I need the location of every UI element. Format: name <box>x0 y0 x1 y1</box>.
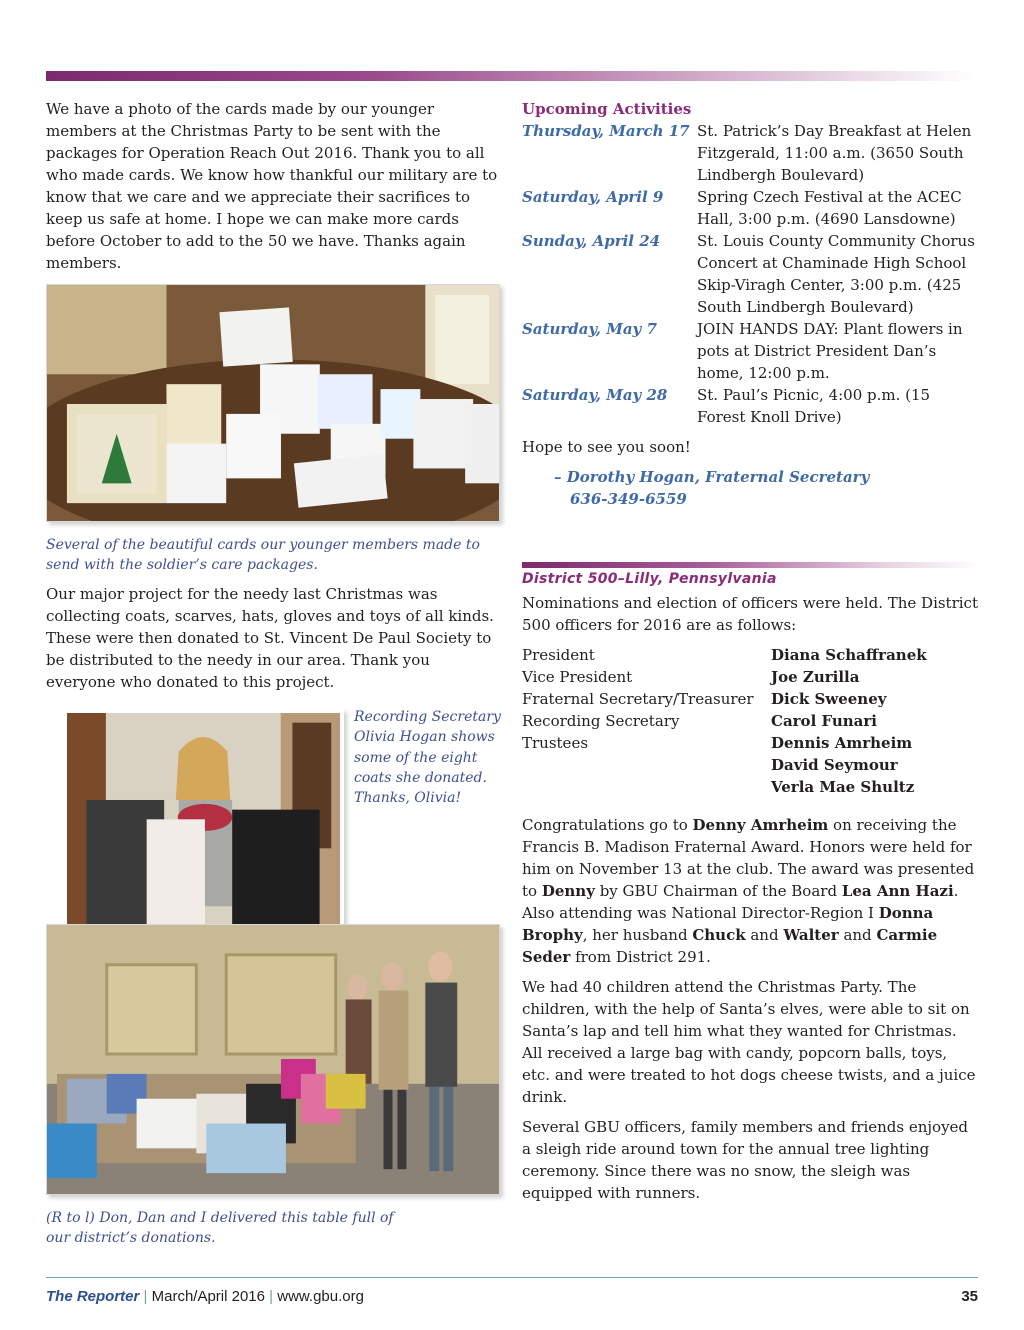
cards-photo <box>46 284 500 522</box>
cards-photo-image <box>47 285 499 521</box>
event-description: St. Louis County Community Chorus Concert at Chaminade High School Skip-Viragh Center, 3:00 p.m. (425 South Lindbergh Boulevard) <box>697 232 975 316</box>
officer-name: Diana Schaffranek <box>771 646 927 664</box>
officer-row <box>522 688 980 710</box>
footer-separator: | <box>143 1288 148 1305</box>
award-paragraph <box>522 814 980 968</box>
event-date: Sunday, April 24 <box>522 232 661 250</box>
officer-name: Verla Mae Shultz <box>771 778 915 796</box>
website-link[interactable]: www.gbu.org <box>277 1288 364 1305</box>
award-text: . Also attending was National Director-Region I <box>522 882 959 922</box>
signature: – Dorothy Hogan, Fraternal Secretary <box>554 468 870 486</box>
cards-photo-caption: Several of the beautiful cards our younger members made to send with the soldier’s care packages. <box>46 537 480 573</box>
project-text: Our major project for the needy last Christmas was collecting coats, scarves, hats, gloves and toys of all kinds. These were then donated to St. Vincent De Paul Society to be distributed to the needy in our area. Thank you everyone who donated to this project. <box>46 585 494 691</box>
officer-row <box>522 644 980 666</box>
officer-role: President <box>522 646 595 664</box>
district-title: District 500–Lilly, Pennsylvania <box>522 571 777 587</box>
event-description: St. Patrick’s Day Breakfast at Helen Fitzgerald, 11:00 a.m. (3650 South Lindbergh Boulevard) <box>697 122 972 184</box>
event-date: Thursday, March 17 <box>522 122 690 140</box>
officer-role: Vice President <box>522 668 633 686</box>
award-name: Carmie Seder <box>522 926 938 966</box>
officer-row <box>522 666 980 688</box>
signature-phone: 636-349-6559 <box>570 490 687 508</box>
event-description: St. Paul’s Picnic, 4:00 p.m. (15 Forest Knoll Drive) <box>697 386 931 426</box>
officer-role: Recording Secretary <box>522 712 680 730</box>
officer-row <box>522 776 980 798</box>
district-section <box>522 592 980 1204</box>
officer-role <box>522 754 771 776</box>
officer-role: Fraternal Secretary/Treasurer <box>522 690 754 708</box>
closing-text: Hope to see you soon! <box>522 438 691 456</box>
left-intro-paragraph <box>46 98 502 274</box>
award-name: Denny Amrheim <box>692 816 829 834</box>
upcoming-heading: Upcoming Activities <box>522 100 692 118</box>
event-row <box>522 384 980 428</box>
donations-table-image <box>47 925 499 1194</box>
award-text: by GBU Chairman of the Board <box>594 882 842 900</box>
award-text: Congratulations go to <box>522 816 693 834</box>
olivia-coats-image <box>67 713 340 944</box>
intro-text: We have a photo of the cards made by our younger members at the Christmas Party to be sent with the packages for Operation Reach Out 2016. Thank you to all who made cards. We know how thankful our military are to know that we care and we appreciate their sacrifices to keep us safe at home. I hope we can make more cards before October to add to the 50 we have. Thanks again members. <box>46 100 498 272</box>
officer-row <box>522 710 980 732</box>
party-paragraph: We had 40 children attend the Christmas Party. The children, with the help of Santa’s elves, were able to sit on Santa’s lap and tell him what they wanted for Christmas. All received a large bag with candy, popcorn balls, toys, etc. and were treated to hot dogs cheese twists, and a juice drink. <box>522 978 976 1106</box>
publication-name: The Reporter <box>46 1288 140 1305</box>
officer-role <box>522 776 771 798</box>
officer-row <box>522 754 980 776</box>
officer-role: Trustees <box>522 734 589 752</box>
event-date: Saturday, May 28 <box>522 386 668 404</box>
award-text: , her husband <box>582 926 693 944</box>
event-row <box>522 186 980 230</box>
left-project-paragraph <box>46 583 502 693</box>
event-description: Spring Czech Festival at the ACEC Hall, 3:00 p.m. (4690 Lansdowne) <box>697 188 962 228</box>
issue-date: March/April 2016 <box>151 1288 265 1305</box>
award-name: Chuck <box>692 926 746 944</box>
award-text: from District 291. <box>570 948 711 966</box>
officer-row <box>522 732 980 754</box>
page-number: 35 <box>961 1288 978 1305</box>
district-intro: Nominations and election of officers were held. The District 500 officers for 2016 are as follows: <box>522 594 978 634</box>
footer-separator: | <box>269 1288 274 1305</box>
footer-rule <box>46 1277 978 1278</box>
event-row <box>522 230 980 318</box>
award-text: and <box>838 926 877 944</box>
top-accent-rule <box>46 71 974 81</box>
award-text: and <box>745 926 784 944</box>
event-row <box>522 318 980 384</box>
award-text: on receiving the Francis B. Madison Fraternal Award. Honors were held for him on November 13 at the club. The award was presented to <box>522 816 975 900</box>
donations-table-photo <box>46 924 500 1195</box>
officer-name: Joe Zurilla <box>771 668 860 686</box>
award-name: Donna Brophy <box>522 904 934 944</box>
district-rule <box>522 562 980 568</box>
officer-list <box>522 644 980 798</box>
page-footer <box>46 1288 978 1305</box>
officer-name: Dick Sweeney <box>771 690 887 708</box>
award-name: Walter <box>783 926 839 944</box>
olivia-coats-photo <box>63 709 344 948</box>
sleigh-paragraph: Several GBU officers, family members and friends enjoyed a sleigh ride around town for the annual tree lighting ceremony. Since there was no snow, the sleigh was equipped with runners. <box>522 1118 969 1202</box>
award-name: Denny <box>541 882 595 900</box>
officer-name: Dennis Amrheim <box>771 734 913 752</box>
event-description: JOIN HANDS DAY: Plant flowers in pots at District President Dan’s home, 12:00 p.m. <box>697 320 963 382</box>
officer-name: Carol Funari <box>771 712 878 730</box>
award-name: Lea Ann Hazi <box>841 882 954 900</box>
officer-name: David Seymour <box>771 756 898 774</box>
upcoming-activities-section <box>522 98 980 510</box>
olivia-photo-caption: Recording Secretary Olivia Hogan shows some of the eight coats she donated. Thanks, Olivia! <box>354 709 501 807</box>
donations-photo-caption: (R to l) Don, Dan and I delivered this table full of our district’s donations. <box>46 1210 394 1246</box>
event-date: Saturday, May 7 <box>522 320 657 338</box>
event-row <box>522 120 980 186</box>
event-date: Saturday, April 9 <box>522 188 664 206</box>
